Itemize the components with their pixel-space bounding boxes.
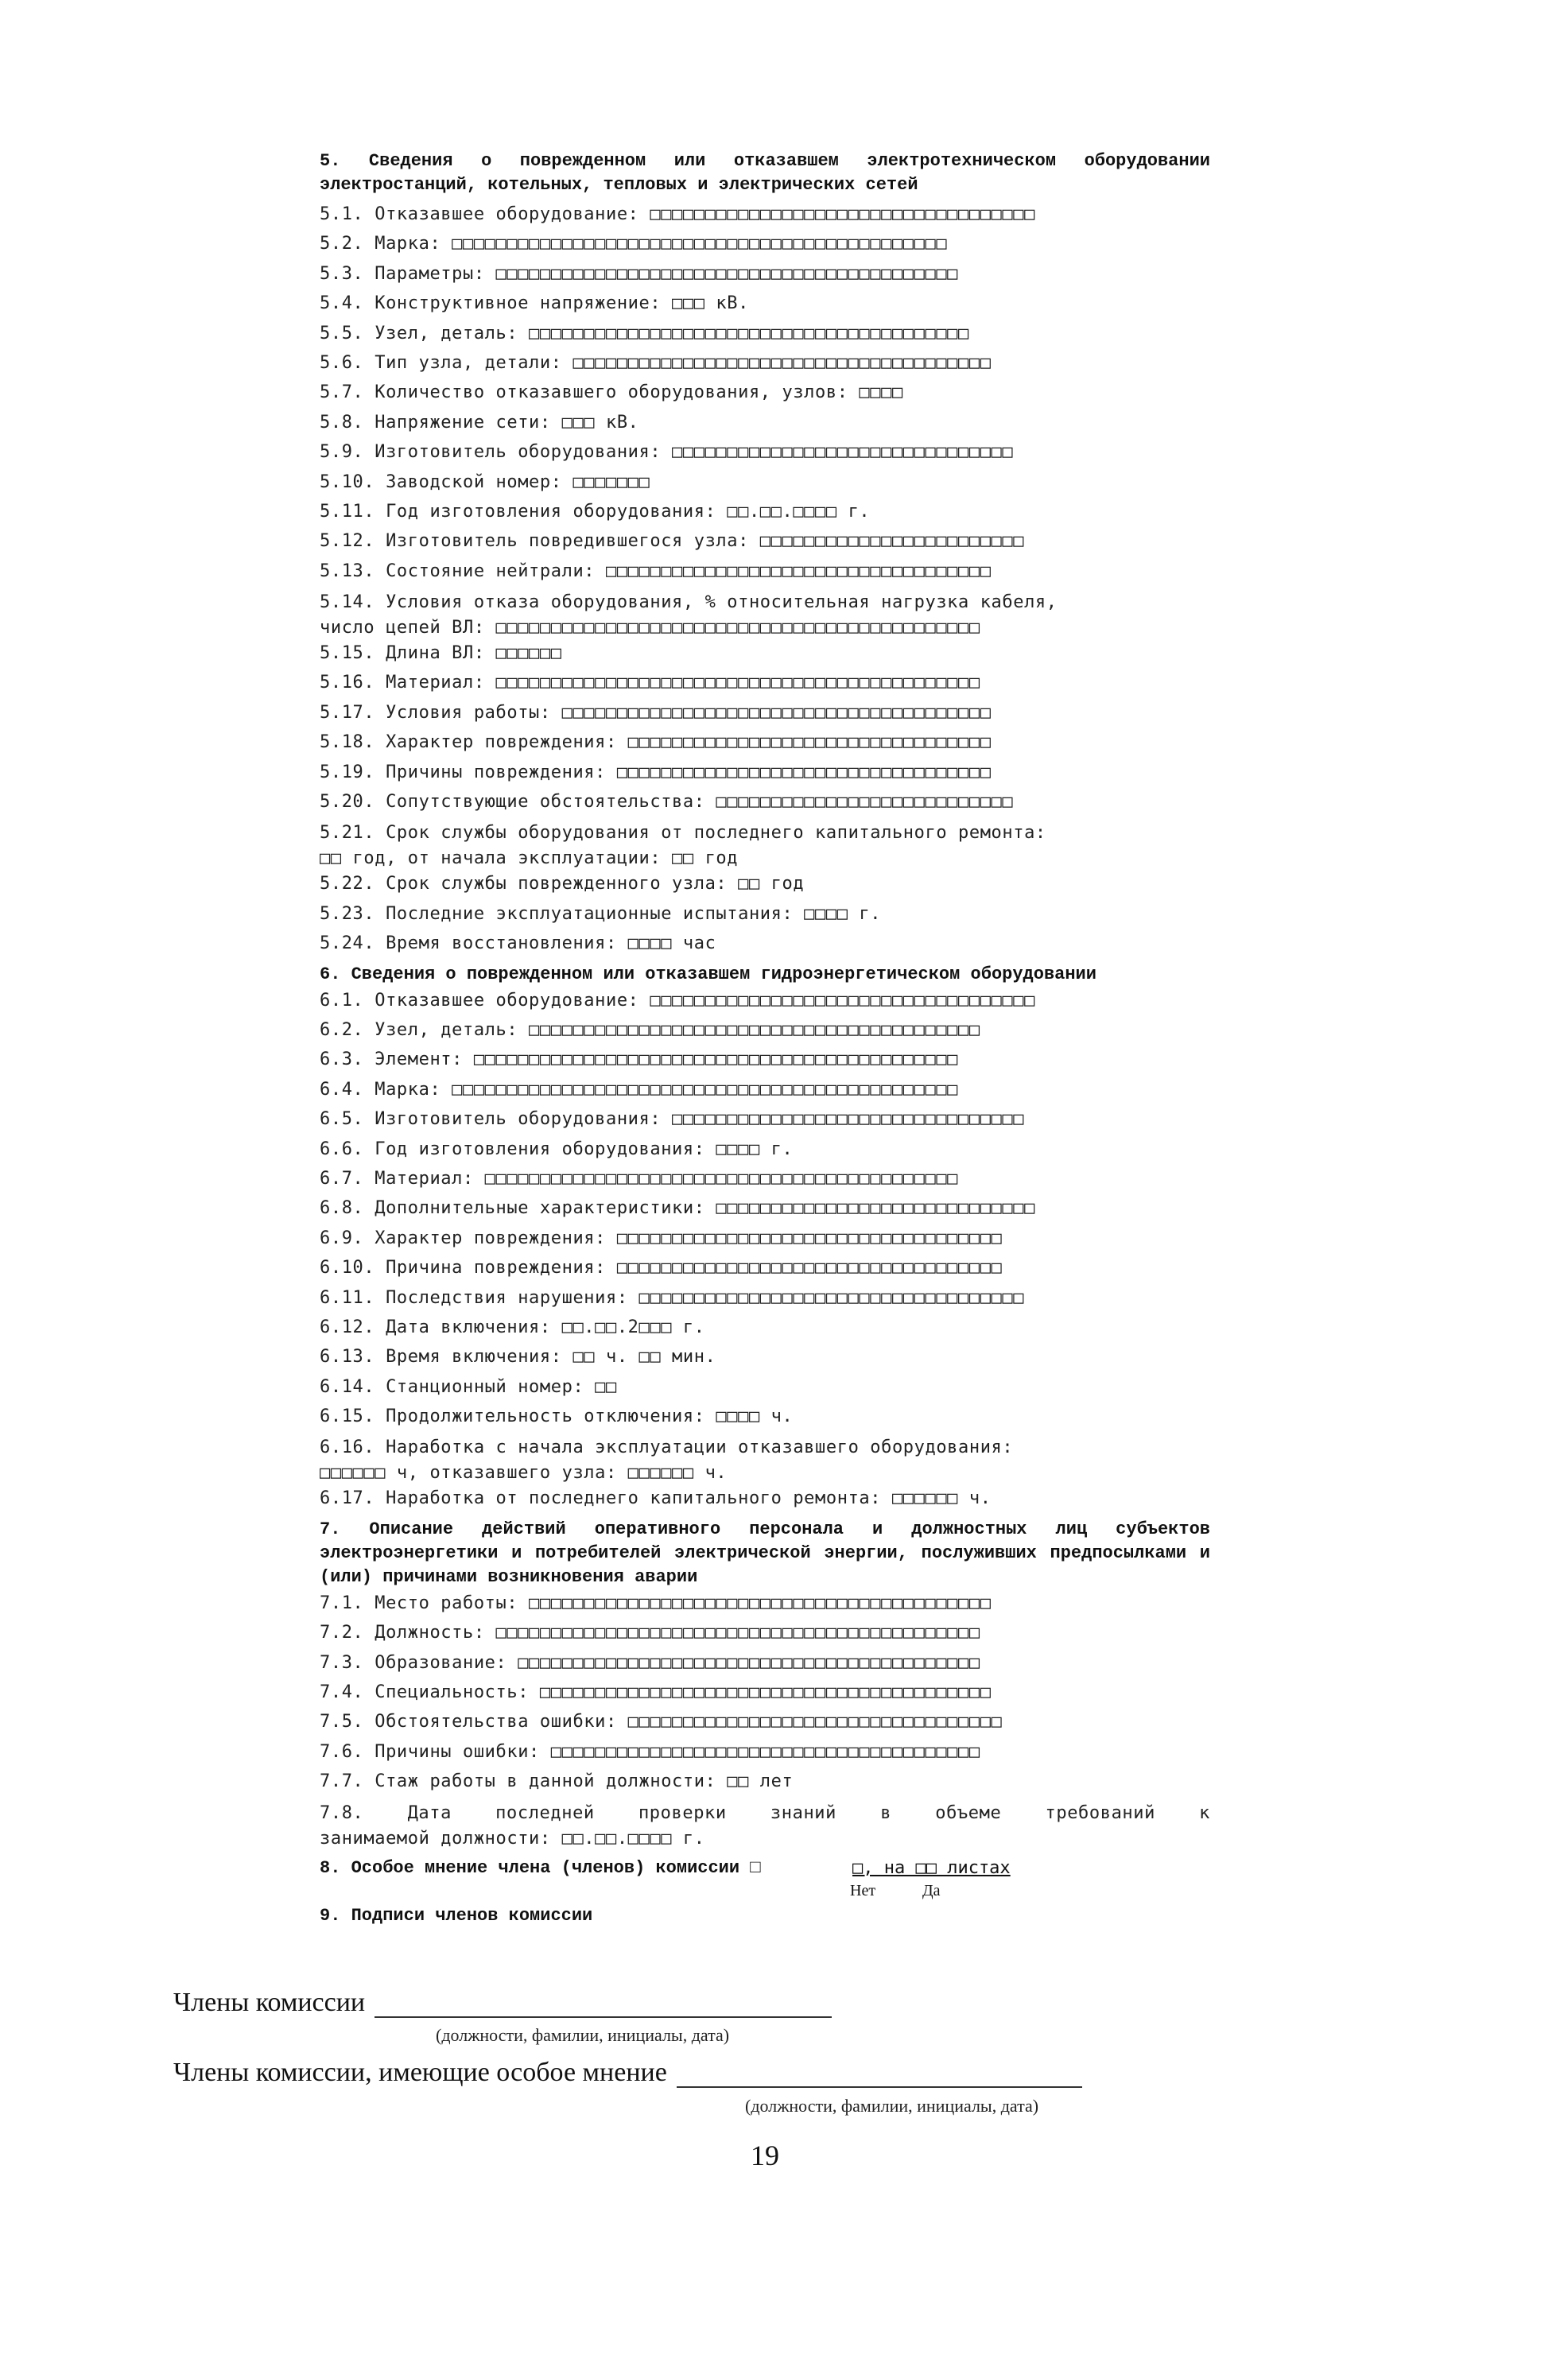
form-line-7-2: 7.2. Должность: □□□□□□□□□□□□□□□□□□□□□□□□□□□□□□□□□□□□□□□□□□□□ (320, 1623, 980, 1643)
form-line-5-14-part1: 5.14. Условия отказа оборудования, % относительная нагрузка кабеля, (320, 592, 1058, 613)
form-line-7-3: 7.3. Образование: □□□□□□□□□□□□□□□□□□□□□□□□□□□□□□□□□□□□□□□□□□ (320, 1652, 980, 1673)
form-line-5-23: 5.23. Последние эксплуатационные испытания: □□□□ г. (320, 903, 882, 924)
page-number: 19 (751, 2140, 779, 2171)
form-line-5-1: 5.1. Отказавшее оборудование: □□□□□□□□□□□□□□□□□□□□□□□□□□□□□□□□□□□ (320, 204, 1035, 224)
section-7-heading: 7. Описание действий оперативного персонала и должностных лиц субъектов электроэнергетики и потребителей электрической энергии, послуживших предпосылками и (или) причинами возникновения аварии (320, 1519, 1210, 1587)
form-line-7-8-part2: занимаемой должности: □□.□□.□□□□ г. (320, 1828, 705, 1849)
section-8-opinion (320, 1858, 1210, 1901)
form-line-5-24: 5.24. Время восстановления: □□□□ час (320, 933, 716, 954)
form-line-7-4: 7.4. Специальность: □□□□□□□□□□□□□□□□□□□□□□□□□□□□□□□□□□□□□□□□□ (320, 1682, 992, 1703)
form-line-5-8: 5.8. Напряжение сети: □□□ кВ. (320, 412, 639, 433)
section-5-items (320, 204, 1210, 963)
form-line-6-2: 6.2. Узел, деталь: □□□□□□□□□□□□□□□□□□□□□□□□□□□□□□□□□□□□□□□□□ (320, 1019, 980, 1040)
form-line-6-5: 6.5. Изготовитель оборудования: □□□□□□□□□□□□□□□□□□□□□□□□□□□□□□□□ (320, 1109, 1025, 1130)
opinion-sheets: □, на □□ листах (852, 1857, 1011, 1878)
form-line-5-19: 5.19. Причины повреждения: □□□□□□□□□□□□□□□□□□□□□□□□□□□□□□□□□□ (320, 762, 992, 782)
form-line-6-16 (320, 1435, 1210, 1486)
form-line-5-18: 5.18. Характер повреждения: □□□□□□□□□□□□□□□□□□□□□□□□□□□□□□□□□ (320, 732, 992, 753)
form-line-5-21-part1: 5.21. Срок службы оборудования от последнего капитального ремонта: (320, 823, 1046, 844)
form-line-6-1: 6.1. Отказавшее оборудование: □□□□□□□□□□□□□□□□□□□□□□□□□□□□□□□□□□□ (320, 990, 1035, 1011)
form-line-5-15: 5.15. Длина ВЛ: □□□□□□ (320, 643, 562, 664)
dissent-signature-line (677, 2064, 1082, 2088)
section-7-items (320, 1593, 1210, 1852)
form-line-6-9: 6.9. Характер повреждения: □□□□□□□□□□□□□□□□□□□□□□□□□□□□□□□□□□□ (320, 1228, 1003, 1248)
form-line-6-16-part1: 6.16. Наработка с начала эксплуатации отказавшего оборудования: (320, 1438, 1014, 1458)
form-line-6-3: 6.3. Элемент: □□□□□□□□□□□□□□□□□□□□□□□□□□□□□□□□□□□□□□□□□□□□ (320, 1050, 959, 1070)
form-line-5-20: 5.20. Сопутствующие обстоятельства: □□□□□□□□□□□□□□□□□□□□□□□□□□□ (320, 792, 1014, 813)
form-line-6-16-part2: □□□□□□ ч, отказавшего узла: □□□□□□ ч. (320, 1463, 728, 1484)
section-6-heading: 6. Сведения о поврежденном или отказавшем гидроэнергетическом оборудовании (320, 964, 1096, 984)
section-5-heading: 5. Сведения о поврежденном или отказавшем электротехническом оборудовании электростанций, котельных, тепловых и электрических сетей (320, 151, 1210, 195)
form-line-5-13: 5.13. Состояние нейтрали: □□□□□□□□□□□□□□□□□□□□□□□□□□□□□□□□□□□ (320, 561, 992, 581)
members-signature (173, 1988, 832, 2018)
section-9-heading: 9. Подписи членов комиссии (320, 1905, 593, 1926)
form-line-6-14: 6.14. Станционный номер: □□ (320, 1376, 617, 1397)
form-line-5-21 (320, 821, 1210, 871)
form-line-5-14 (320, 590, 1210, 641)
form-line-7-6: 7.6. Причины ошибки: □□□□□□□□□□□□□□□□□□□□□□□□□□□□□□□□□□□□□□□ (320, 1741, 980, 1762)
form-line-5-21-part2: □□ год, от начала эксплуатации: □□ год (320, 848, 739, 869)
form-line-6-15: 6.15. Продолжительность отключения: □□□□ ч. (320, 1406, 794, 1427)
form-line-5-12: 5.12. Изготовитель повредившегося узла: □□□□□□□□□□□□□□□□□□□□□□□□ (320, 531, 1025, 552)
form-line-6-13: 6.13. Время включения: □□ ч. □□ мин. (320, 1347, 716, 1368)
opinion-label-yes: Да (922, 1881, 941, 1899)
form-line-5-10: 5.10. Заводской номер: □□□□□□□ (320, 471, 650, 492)
form-line-6-8: 6.8. Дополнительные характеристики: □□□□□□□□□□□□□□□□□□□□□□□□□□□□□ (320, 1198, 1035, 1219)
dissent-caption: (должности, фамилии, инициалы, дата) (745, 2096, 1039, 2116)
form-line-6-17: 6.17. Наработка от последнего капитального ремонта: □□□□□□ ч. (320, 1488, 992, 1509)
form-line-6-7: 6.7. Материал: □□□□□□□□□□□□□□□□□□□□□□□□□□□□□□□□□□□□□□□□□□□ (320, 1168, 959, 1189)
form-line-6-6: 6.6. Год изготовления оборудования: □□□□ г. (320, 1139, 794, 1159)
form-line-7-1: 7.1. Место работы: □□□□□□□□□□□□□□□□□□□□□□□□□□□□□□□□□□□□□□□□□□ (320, 1593, 992, 1613)
opinion-label-no: Нет (850, 1881, 876, 1899)
opinion-heading: 8. Особое мнение члена (членов) комиссии □ (320, 1857, 761, 1878)
form-line-5-3: 5.3. Параметры: □□□□□□□□□□□□□□□□□□□□□□□□□□□□□□□□□□□□□□□□□□ (320, 263, 959, 284)
form-line-5-17: 5.17. Условия работы: □□□□□□□□□□□□□□□□□□□□□□□□□□□□□□□□□□□□□□□ (320, 702, 992, 723)
form-line-7-7: 7.7. Стаж работы в данной должности: □□ лет (320, 1771, 794, 1792)
members-signature-line (375, 1994, 832, 2018)
form-line-7-8-part1: 7.8. Дата последней проверки знаний в объеме требований к (320, 1802, 1210, 1823)
form-line-5-9: 5.9. Изготовитель оборудования: □□□□□□□□□□□□□□□□□□□□□□□□□□□□□□□ (320, 442, 1014, 463)
form-line-6-12: 6.12. Дата включения: □□.□□.2□□□ г. (320, 1317, 705, 1337)
members-label: Члены комиссии (173, 1988, 366, 2017)
form-line-5-14-part2: число цепей ВЛ: □□□□□□□□□□□□□□□□□□□□□□□□□□□□□□□□□□□□□□□□□□□□ (320, 618, 980, 638)
report-form (320, 149, 1210, 1926)
form-line-7-5: 7.5. Обстоятельства ошибки: □□□□□□□□□□□□□□□□□□□□□□□□□□□□□□□□□□ (320, 1712, 1003, 1732)
form-line-5-2: 5.2. Марка: □□□□□□□□□□□□□□□□□□□□□□□□□□□□□□□□□□□□□□□□□□□□□ (320, 234, 948, 254)
dissent-label: Члены комиссии, имеющие особое мнение (173, 2058, 667, 2087)
section-6-items (320, 990, 1210, 1518)
form-line-5-7: 5.7. Количество отказавшего оборудования, узлов: □□□□ (320, 382, 903, 403)
form-line-5-5: 5.5. Узел, деталь: □□□□□□□□□□□□□□□□□□□□□□□□□□□□□□□□□□□□□□□□ (320, 323, 969, 343)
form-line-5-4: 5.4. Конструктивное напряжение: □□□ кВ. (320, 293, 749, 314)
dissent-signature (173, 2058, 1082, 2088)
form-line-5-6: 5.6. Тип узла, детали: □□□□□□□□□□□□□□□□□□□□□□□□□□□□□□□□□□□□□□ (320, 352, 992, 373)
form-line-7-8 (320, 1801, 1210, 1852)
form-line-5-11: 5.11. Год изготовления оборудования: □□.□□.□□□□ г. (320, 501, 871, 522)
form-line-6-11: 6.11. Последствия нарушения: □□□□□□□□□□□□□□□□□□□□□□□□□□□□□□□□□□□ (320, 1287, 1025, 1308)
form-line-5-22: 5.22. Срок службы поврежденного узла: □□ год (320, 874, 805, 894)
members-caption: (должности, фамилии, инициалы, дата) (436, 2025, 730, 2045)
form-line-6-4: 6.4. Марка: □□□□□□□□□□□□□□□□□□□□□□□□□□□□□□□□□□□□□□□□□□□□□□ (320, 1079, 959, 1100)
form-line-5-16: 5.16. Материал: □□□□□□□□□□□□□□□□□□□□□□□□□□□□□□□□□□□□□□□□□□□□ (320, 673, 980, 693)
form-line-6-10: 6.10. Причина повреждения: □□□□□□□□□□□□□□□□□□□□□□□□□□□□□□□□□□□ (320, 1258, 1003, 1278)
